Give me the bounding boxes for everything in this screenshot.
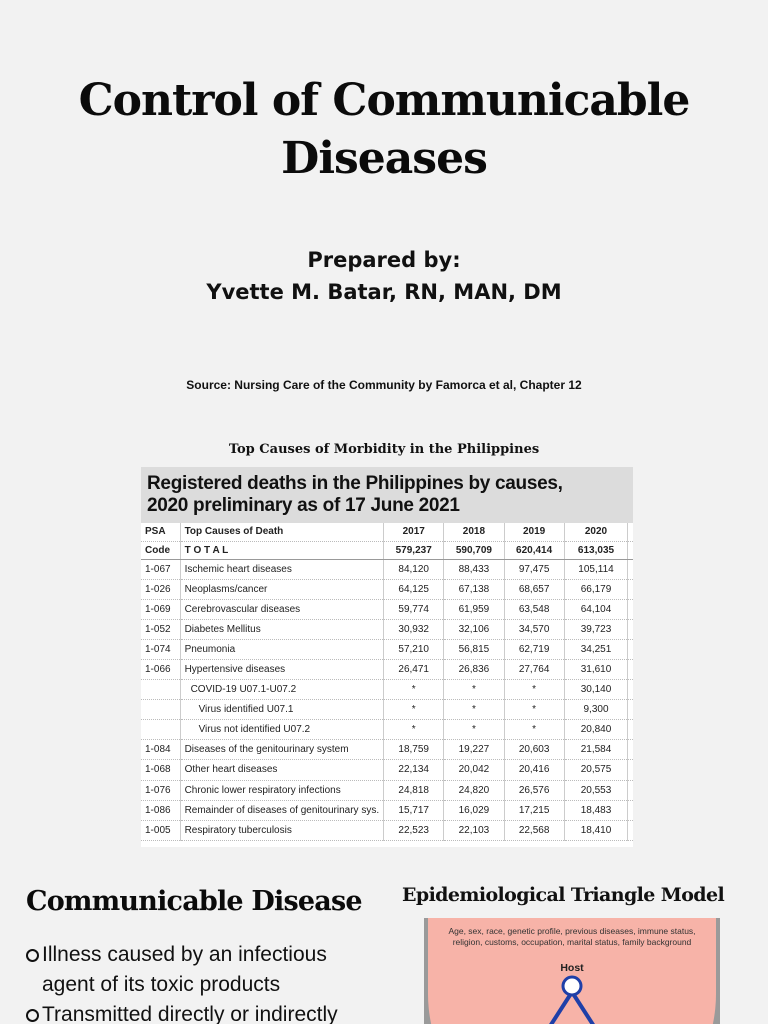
col-header-code: PSA: [141, 523, 180, 541]
bullet-item: [26, 1000, 376, 1024]
col-header-cause: Top Causes of Death: [180, 523, 384, 541]
triangle-edge-left: [536, 992, 572, 1024]
table-edge: [628, 700, 633, 720]
cell-value: 20,416: [504, 760, 564, 780]
cell-code: 1-076: [141, 780, 180, 800]
triangle-edge-right: [572, 992, 608, 1024]
cell-value: 22,523: [384, 820, 444, 840]
table-row: [141, 639, 633, 659]
table-row: [141, 700, 633, 720]
cell-cause: Neoplasms/cancer: [180, 579, 384, 599]
bullet-text-line: Illness caused by an infectious: [42, 943, 327, 966]
cell-cause: Chronic lower respiratory infections: [180, 780, 384, 800]
table-edge: [628, 541, 633, 559]
total-value: 579,237: [384, 541, 444, 559]
cell-cause: Diseases of the genitourinary system: [180, 740, 384, 760]
table-row: [141, 599, 633, 619]
bullet-text-line: agent of its toxic products: [42, 973, 281, 996]
cell-value: 20,042: [444, 760, 504, 780]
cell-cause: Other heart diseases: [180, 760, 384, 780]
cell-value: 18,410: [564, 820, 628, 840]
cell-value: *: [504, 680, 564, 700]
cell-code: 1-026: [141, 579, 180, 599]
table-edge: [628, 780, 633, 800]
host-factors-line: religion, customs, occupation, marital status, family background: [452, 937, 692, 947]
cell-cause: Pneumonia: [180, 639, 384, 659]
table-row: [141, 760, 633, 780]
cell-value: 21,584: [564, 740, 628, 760]
table-edge: [628, 740, 633, 760]
triangle-model-heading: Epidemiological Triangle Model: [402, 884, 725, 906]
col-header-year: 2019: [504, 523, 564, 541]
bullet-circle-icon: [26, 949, 39, 962]
total-value: 620,414: [504, 541, 564, 559]
cell-cause: Diabetes Mellitus: [180, 619, 384, 639]
table-edge: [628, 579, 633, 599]
communicable-bullets: [26, 940, 376, 1024]
cell-value: 26,836: [444, 659, 504, 679]
cell-code: 1-005: [141, 820, 180, 840]
cell-code: 1-066: [141, 659, 180, 679]
cell-value: 68,657: [504, 579, 564, 599]
cell-value: 26,471: [384, 659, 444, 679]
cell-value: *: [504, 700, 564, 720]
deaths-table-figure: [141, 467, 633, 847]
total-label: T O T A L: [180, 541, 384, 559]
table-row: [141, 720, 633, 740]
cell-value: 34,251: [564, 639, 628, 659]
table-row: [141, 659, 633, 679]
cell-code: 1-074: [141, 639, 180, 659]
cell-code: 1-052: [141, 619, 180, 639]
cell-value: 34,570: [504, 619, 564, 639]
table-edge: [628, 720, 633, 740]
col-header-year: 2017: [384, 523, 444, 541]
cell-value: *: [444, 680, 504, 700]
cell-value: 59,774: [384, 599, 444, 619]
cell-value: 9,300: [564, 700, 628, 720]
table-header-row: [141, 523, 633, 541]
table-edge: [628, 800, 633, 820]
cell-value: 22,568: [504, 820, 564, 840]
cell-value: 16,029: [444, 800, 504, 820]
prepared-by-label: Prepared by:: [307, 248, 461, 272]
table-edge: [628, 820, 633, 840]
host-label: Host: [560, 962, 584, 974]
table-row: [141, 800, 633, 820]
cell-value: 19,227: [444, 740, 504, 760]
cell-value: *: [444, 700, 504, 720]
cell-value: 32,106: [444, 619, 504, 639]
cell-value: 20,840: [564, 720, 628, 740]
table-row: [141, 559, 633, 579]
table-edge: [628, 680, 633, 700]
host-node-icon: [563, 977, 581, 995]
cell-value: *: [444, 720, 504, 740]
cell-code: 1-067: [141, 559, 180, 579]
total-value: 613,035: [564, 541, 628, 559]
total-value: 590,709: [444, 541, 504, 559]
cell-value: 64,104: [564, 599, 628, 619]
bullet-text-line: Transmitted directly or indirectly: [42, 1003, 338, 1024]
cell-value: 24,818: [384, 780, 444, 800]
cell-code: 1-084: [141, 740, 180, 760]
cell-value: 20,575: [564, 760, 628, 780]
table-row: [141, 780, 633, 800]
triangle-model-figure: [424, 918, 720, 1024]
cell-code: 1-068: [141, 760, 180, 780]
cell-cause: Respiratory tuberculosis: [180, 820, 384, 840]
epidemiological-triangle: [424, 918, 720, 1024]
cell-value: 26,576: [504, 780, 564, 800]
table-row: [141, 740, 633, 760]
cell-value: 84,120: [384, 559, 444, 579]
col-header-code-2: Code: [141, 541, 180, 559]
cell-value: 22,103: [444, 820, 504, 840]
table-edge: [628, 523, 633, 541]
cell-value: *: [384, 720, 444, 740]
cell-value: 31,610: [564, 659, 628, 679]
cell-value: 88,433: [444, 559, 504, 579]
cell-value: 17,215: [504, 800, 564, 820]
slide-title: [0, 72, 768, 188]
table-row: [141, 579, 633, 599]
communicable-disease-heading: Communicable Disease: [26, 886, 362, 917]
cell-value: 67,138: [444, 579, 504, 599]
cell-value: 105,114: [564, 559, 628, 579]
cell-value: 15,717: [384, 800, 444, 820]
table-edge: [628, 659, 633, 679]
table-edge: [628, 639, 633, 659]
col-header-year: 2018: [444, 523, 504, 541]
bullet-circle-icon: [26, 1009, 39, 1022]
cell-value: 22,134: [384, 760, 444, 780]
table-edge: [628, 599, 633, 619]
cell-value: 97,475: [504, 559, 564, 579]
cell-value: 20,553: [564, 780, 628, 800]
cell-cause: COVID-19 U07.1-U07.2: [180, 680, 384, 700]
cell-value: 39,723: [564, 619, 628, 639]
cell-value: 57,210: [384, 639, 444, 659]
cell-value: 30,932: [384, 619, 444, 639]
cell-cause: Virus identified U07.1: [180, 700, 384, 720]
cell-value: 18,483: [564, 800, 628, 820]
table-row: [141, 619, 633, 639]
cell-value: *: [384, 700, 444, 720]
cell-code: [141, 700, 180, 720]
source-citation: Source: Nursing Care of the Community by Famorca et al, Chapter 12: [186, 378, 582, 392]
table-edge: [628, 559, 633, 579]
table-title-line1: Registered deaths in the Philippines by causes,: [147, 473, 563, 494]
prepared-by-block: [0, 244, 768, 308]
cell-code: [141, 720, 180, 740]
cell-code: 1-086: [141, 800, 180, 820]
cell-value: 20,603: [504, 740, 564, 760]
cell-value: 18,759: [384, 740, 444, 760]
host-factors-line: Age, sex, race, genetic profile, previous diseases, immune status,: [448, 926, 696, 936]
cell-value: *: [384, 680, 444, 700]
cell-code: 1-069: [141, 599, 180, 619]
cell-cause: Ischemic heart diseases: [180, 559, 384, 579]
cell-cause: Hypertensive diseases: [180, 659, 384, 679]
cell-value: *: [504, 720, 564, 740]
author-name: Yvette M. Batar, RN, MAN, DM: [206, 280, 562, 304]
cell-value: 64,125: [384, 579, 444, 599]
deaths-table: [141, 523, 633, 841]
cell-value: 30,140: [564, 680, 628, 700]
table-title: [141, 467, 633, 523]
table-row: [141, 680, 633, 700]
slide-title-line2: Diseases: [281, 133, 487, 184]
cell-value: 62,719: [504, 639, 564, 659]
cell-value: 61,959: [444, 599, 504, 619]
table-edge: [628, 619, 633, 639]
cell-cause: Cerebrovascular diseases: [180, 599, 384, 619]
cell-value: 27,764: [504, 659, 564, 679]
col-header-year: 2020: [564, 523, 628, 541]
slide-title-line1: Control of Communicable: [78, 75, 690, 126]
cell-value: 24,820: [444, 780, 504, 800]
table-title-line2: 2020 preliminary as of 17 June 2021: [147, 495, 460, 516]
cell-code: [141, 680, 180, 700]
table-edge: [628, 760, 633, 780]
bullet-item: [26, 940, 376, 1000]
table-total-row: [141, 541, 633, 559]
table-caption: Top Causes of Morbidity in the Philippines: [228, 442, 540, 457]
cell-value: 63,548: [504, 599, 564, 619]
cell-cause: Remainder of diseases of genitourinary sys.: [180, 800, 384, 820]
cell-value: 56,815: [444, 639, 504, 659]
table-row: [141, 820, 633, 840]
cell-cause: Virus not identified U07.2: [180, 720, 384, 740]
cell-value: 66,179: [564, 579, 628, 599]
